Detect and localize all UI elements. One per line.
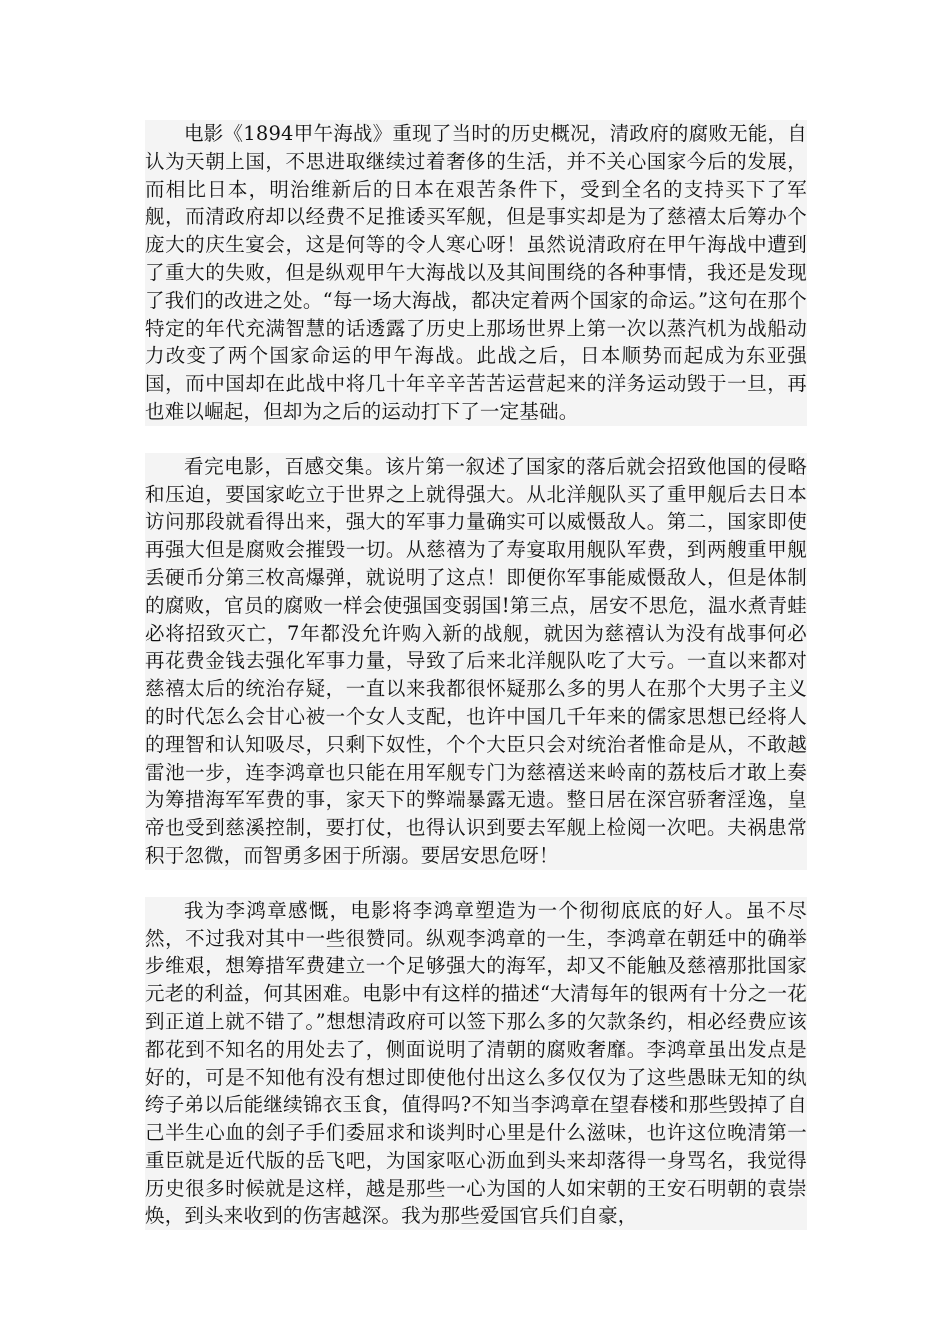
paragraph-reflections: 看完电影，百感交集。该片第一叙述了国家的落后就会招致他国的侵略和压迫，要国家屹立于世界之上就得强大。从北洋舰队买了重甲舰后去日本访问那段就看得出来，强大的军事力量确实可以威慑敌人。第二，国家即使再强大但是腐败会摧毁一切。从慈禧为了寿宴取用舰队军费，到两艘重甲舰丢硬币分第三枚高爆弹，就说明了这点！即便你军事能威慑敌人，但是体制的腐败，官员的腐败一样会使强国变弱国!第三点，居安不思危，温水煮青蛙必将招致灭亡，7年都没允许购入新的战舰，就因为慈禧认为没有战事何必再花费金钱去强化军事力量，导致了后来北洋舰队吃了大亏。一直以来都对慈禧太后的统治存疑，一直以来我都很怀疑那么多的男人在那个大男子主义的时代怎么会甘心被一个女人支配，也许中国几千年来的儒家思想已经将人的理智和认知吸尽，只剩下奴性，个个大臣只会对统治者惟命是从，不敢越雷池一步，连李鸿章也只能在用军舰专门为慈禧送来岭南的荔枝后才敢上奏为筹措海军军费的事，家天下的弊端暴露无遗。整日居在深宫骄奢淫逸，皇帝也受到慈溪控制，要打仗，也得认识到要去军舰上检阅一次吧。夫祸患常积于忽微，而智勇多困于所溺。要居安思危呀！ <box>145 453 807 870</box>
paragraph-history-overview: 电影《1894甲午海战》重现了当时的历史概况，清政府的腐败无能，自认为天朝上国，不思进取继续过着奢侈的生活，并不关心国家今后的发展，而相比日本，明治维新后的日本在艰苦条件下，受到全名的支持买下了军舰，而清政府却以经费不足推诿买军舰，但是事实却是为了慈禧太后筹办个庞大的庆生宴会，这是何等的令人寒心呀！虽然说清政府在甲午海战中遭到了重大的失败，但是纵观甲午大海战以及其间围绕的各种事情，我还是发现了我们的改进之处。“每一场大海战，都决定着两个国家的命运。”这句在那个特定的年代充满智慧的话透露了历史上那场世界上第一次以蒸汽机为战船动力改变了两个国家命运的甲午海战。此战之后，日本顺势而起成为东亚强国，而中国却在此战中将几十年辛辛苦苦运营起来的洋务运动毁于一旦，再也难以崛起，但却为之后的运动打下了一定基础。 <box>145 120 807 426</box>
paragraph-li-hongzhang: 我为李鸿章感慨，电影将李鸿章塑造为一个彻彻底底的好人。虽不尽然，不过我对其中一些很赞同。纵观李鸿章的一生，李鸿章在朝廷中的确举步维艰，想筹措军费建立一个足够强大的海军，却又不能触及慈禧那批国家元老的利益，何其困难。电影中有这样的描述“大清每年的银两有十分之一花到正道上就不错了。”想想清政府可以签下那么多的欠款条约，相必经费应该都花到不知名的用处去了，侧面说明了清朝的腐败奢靡。李鸿章虽出发点是好的，可是不知他有没有想过即使他付出这么多仅仅为了这些愚昧无知的纨绔子弟以后能继续锦衣玉食，值得吗?不知当李鸿章在望春楼和那些毁掉了自己半生心血的刽子手们委屈求和谈判时心里是什么滋味，也许这位晚清第一重臣就是近代版的岳飞吧，为国家呕心沥血到头来却落得一身骂名，我觉得历史很多时候就是这样，越是那些一心为国的人如宋朝的王安石明朝的袁崇焕，到头来收到的伤害越深。我为那些爱国官兵们自豪， <box>145 897 807 1231</box>
essay-body <box>145 120 807 1230</box>
